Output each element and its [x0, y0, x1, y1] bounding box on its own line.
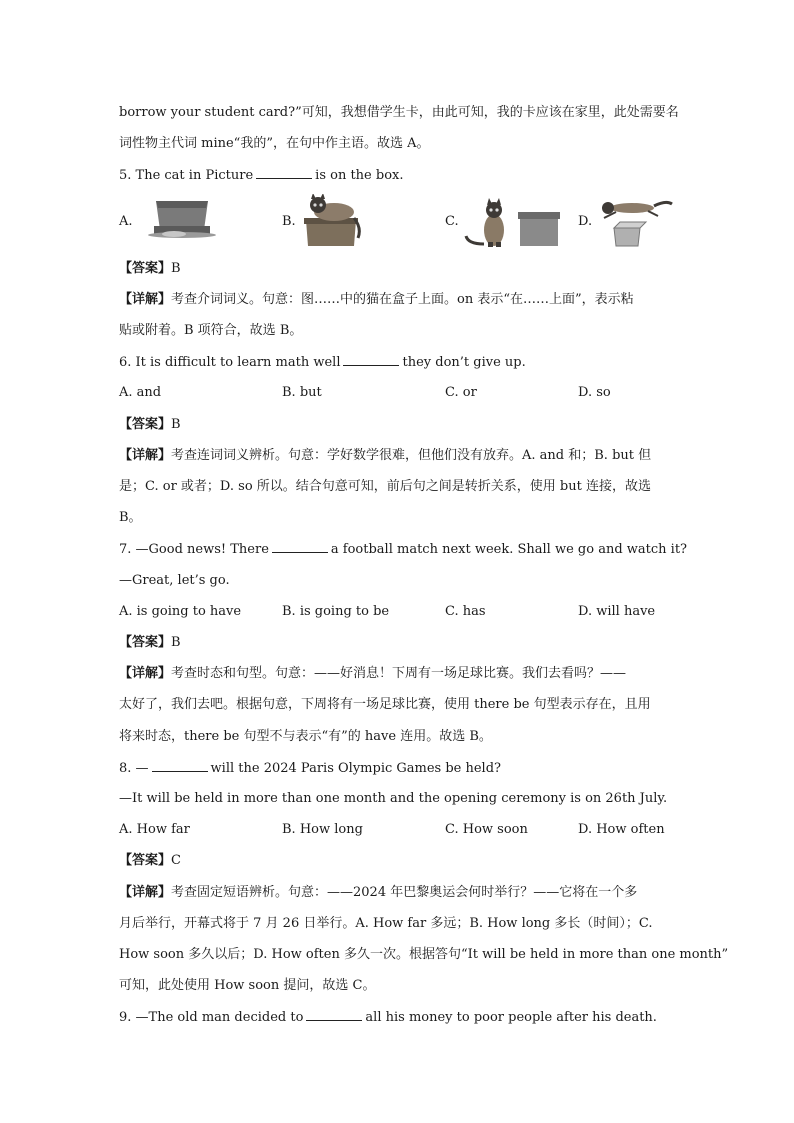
detail-label: 【详解】 [119, 292, 172, 307]
q8-option-a: A. How far [119, 822, 190, 837]
q5-option-b-label: B. [282, 214, 296, 229]
q5-stem-start: 5. The cat in Picture [119, 168, 254, 183]
q6-detail-line-3: B。 [119, 510, 142, 525]
q5-stem-end: is on the box. [315, 168, 404, 183]
q8-answer [119, 852, 181, 870]
q5-detail-line-2: 贴或附着。B 项符合，故选 B。 [119, 323, 303, 338]
q9-question [119, 1008, 657, 1027]
detail-text: 考查固定短语辨析。句意：——2024 年巴黎奥运会何时举行？——它将在一个多 [171, 885, 638, 900]
q5-option-a-label: A. [119, 214, 133, 229]
q7-option-a: A. is going to have [119, 604, 242, 619]
q4-explanation-line-1: borrow your student card?”可知，我想借学生卡，由此可知，我的卡应该在家里，此处需要名 [119, 105, 679, 120]
q6-question [119, 353, 526, 372]
answer-label: 【答案】 [119, 417, 172, 432]
q5-detail-line-1 [119, 291, 634, 309]
q6-blank [343, 353, 399, 366]
q8-detail-line-4: 可知，此处使用 How soon 提问，故选 C。 [119, 978, 376, 993]
q7-option-c: C. has [445, 604, 486, 619]
detail-text: 考查介词词义。句意：图……中的猫在盒子上面。on 表示“在……上面”，表示粘 [171, 292, 634, 307]
q7-question [119, 540, 687, 559]
q6-detail-line-2: 是；C. or 或者；D. so 所以。结合句意可知，前后句之间是转折关系，使用 but 连接，故选 [119, 479, 651, 494]
q6-option-b: B. but [282, 385, 322, 400]
q5-option-d-label: D. [578, 214, 593, 229]
answer-label: 【答案】 [119, 635, 172, 650]
q6-stem-end: they don’t give up. [402, 355, 526, 370]
detail-label: 【详解】 [119, 885, 172, 900]
q4-explanation-line-2: 词性物主代词 mine“我的”，在句中作主语。故选 A。 [119, 136, 430, 151]
q7-detail-line-2: 太好了，我们去吧。根据句意，下周将有一场足球比赛，使用 there be 句型表示存在，且用 [119, 697, 651, 712]
q7-stem-start: 7. —Good news! There [119, 542, 269, 557]
q6-option-d: D. so [578, 385, 611, 400]
q7-option-d: D. will have [578, 604, 656, 619]
q8-option-b: B. How long [282, 822, 363, 837]
q7-detail-line-1 [119, 665, 626, 683]
q5-blank [256, 166, 312, 179]
q6-answer [119, 416, 181, 434]
detail-text: 考查时态和句型。句意：——好消息！下周有一场足球比赛。我们去看吗？—— [171, 666, 627, 681]
answer-value: B [171, 261, 181, 276]
q8-detail-line-3: How soon 多久以后；D. How often 多久一次。根据答句“It will be held in more than one month” [119, 947, 729, 962]
detail-label: 【详解】 [119, 448, 172, 463]
q7-answer [119, 634, 181, 652]
q6-stem-start: 6. It is difficult to learn math well [119, 355, 341, 370]
q6-detail-line-1 [119, 447, 651, 465]
q6-option-c: C. or [445, 385, 477, 400]
q8-option-d: D. How often [578, 822, 665, 837]
q8-option-c: C. How soon [445, 822, 528, 837]
q7-reply: —Great, let’s go. [119, 573, 230, 588]
q7-option-b: B. is going to be [282, 604, 390, 619]
q8-detail-line-2: 月后举行，开幕式将于 7 月 26 日举行。A. How far 多远；B. How long 多长（时间）；C. [119, 916, 653, 931]
answer-label: 【答案】 [119, 261, 172, 276]
q8-stem-end: will the 2024 Paris Olympic Games be held? [210, 761, 502, 776]
q5-picture-c-cat-beside-box [462, 196, 562, 248]
q8-stem-start: 8. — [119, 761, 149, 776]
q8-blank [152, 759, 208, 772]
q5-picture-b-cat-on-box [300, 194, 362, 248]
detail-label: 【详解】 [119, 666, 172, 681]
q7-detail-line-3: 将来时态，there be 句型不与表示“有”的 have 连用。故选 B。 [119, 729, 492, 744]
q5-answer [119, 260, 181, 278]
q9-stem-start: 9. —The old man decided to [119, 1010, 304, 1025]
q5-picture-a-cat-under-box [138, 198, 218, 242]
answer-value: C [171, 853, 181, 868]
q9-blank [306, 1008, 362, 1021]
q8-detail-line-1 [119, 884, 637, 902]
q7-stem-end: a football match next week. Shall we go and watch it? [330, 542, 688, 557]
q9-stem-end: all his money to poor people after his death. [365, 1010, 657, 1025]
q5-question [119, 166, 403, 185]
q7-blank [272, 540, 328, 553]
q5-option-c-label: C. [445, 214, 459, 229]
q5-picture-d-cat-jumping-over-box [596, 194, 676, 248]
q6-option-a: A. and [119, 385, 162, 400]
q8-question [119, 759, 501, 778]
q8-reply: —It will be held in more than one month and the opening ceremony is on 26th July. [119, 791, 668, 806]
answer-label: 【答案】 [119, 853, 172, 868]
answer-value: B [171, 635, 181, 650]
detail-text: 考查连词词义辨析。句意：学好数学很难，但他们没有放弃。A. and 和；B. but 但 [171, 448, 652, 463]
answer-value: B [171, 417, 181, 432]
